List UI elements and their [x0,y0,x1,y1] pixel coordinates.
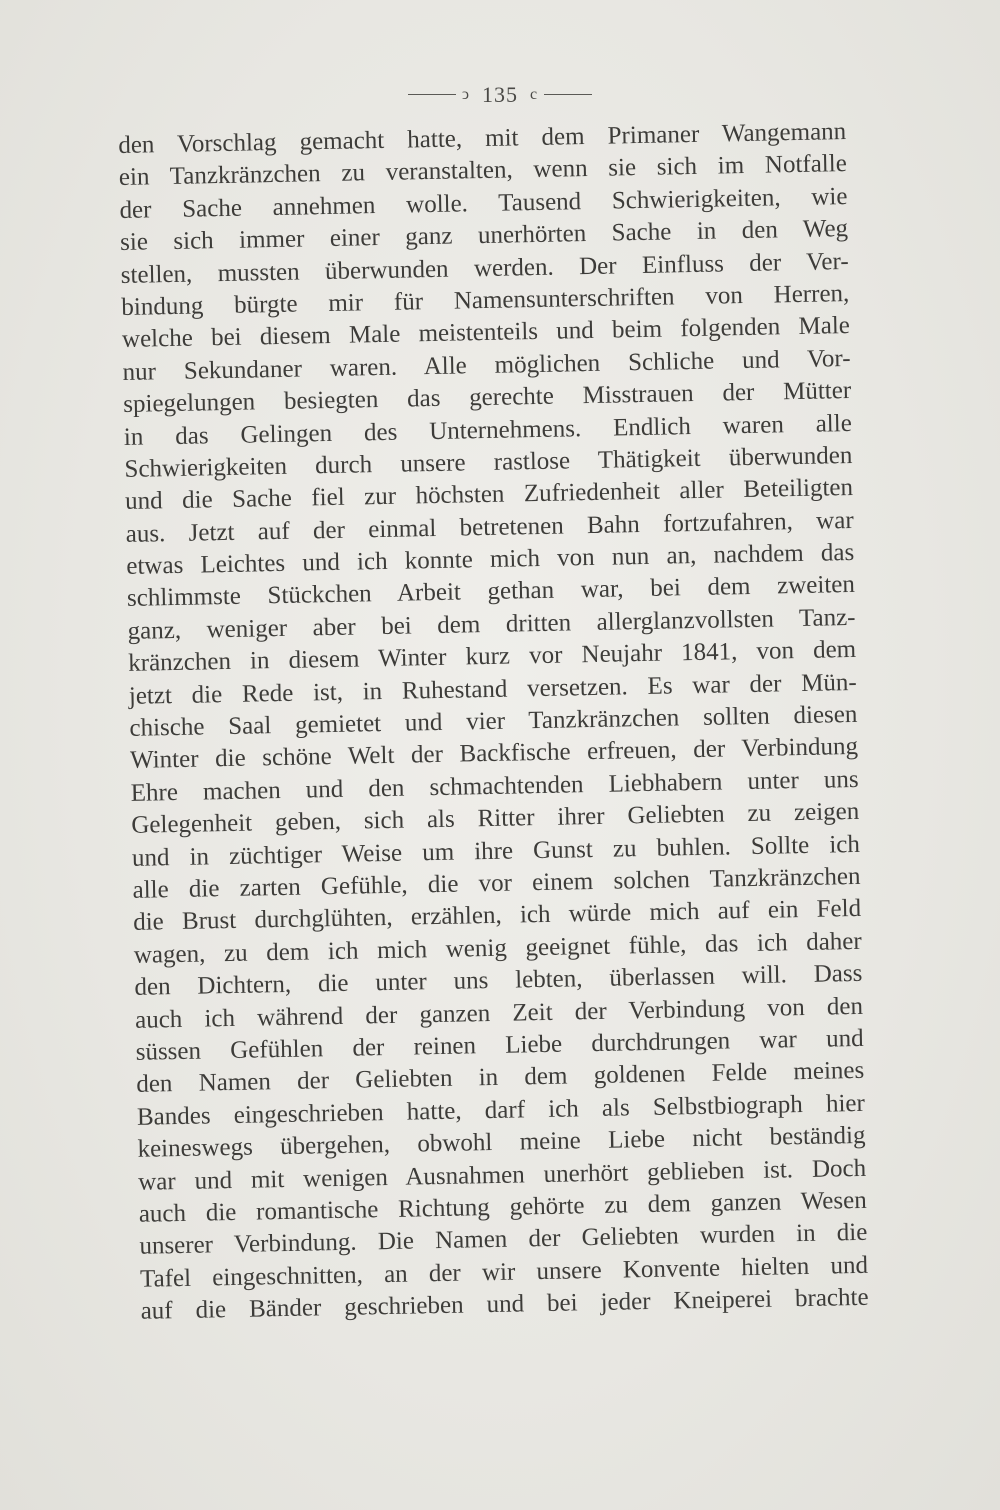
text-line: die Brust durchglühten, erzählen, ich würde mich auf ein Feld [132,895,862,937]
text-line: jetzt die Rede ist, in Ruhestand versetzen. Es war der Mün- [128,668,857,710]
text-line: unserer Verbindung. Die Namen der Geliebten wurden in die [139,1219,868,1261]
page-number: 135 [482,81,518,107]
text-line: süssen Gefühlen der reinen Liebe durchdrungen war und [135,1024,864,1066]
text-line: den Dichtern, die unter uns lebten, überlassen will. Dass [134,960,863,1001]
text-line: und die Sache fiel zur höchsten Zufriedenheit aller Beteiligten [124,474,854,516]
text-line: stellen, mussten überwunden werden. Der Einfluss der Ver- [120,247,849,289]
text-line: keineswegs übergehen, obwohl meine Liebe nicht beständig [137,1121,866,1163]
text-line: auf die Bänder geschrieben und bei jeder Kneiperei brachte [140,1283,869,1325]
page-header [0,80,1000,108]
text-line: Winter die schöne Welt der Backfische erfreuen, der Verbindung [129,733,859,775]
text-line: welche bei diesem Male meistenteils und beim folgenden Male [121,312,851,354]
text-line: aus. Jetzt auf der einmal betretenen Bahn fortzufahren, war [125,506,854,548]
body-text [118,116,869,1328]
text-line: in das Gelingen des Unternehmens. Endlich waren alle [123,409,853,451]
text-line: ganz, weniger aber bei dem dritten allerglanzvollsten Tanz- [127,603,856,645]
text-line: war und mit wenigen Ausnahmen unerhört geblieben ist. Doch [137,1154,867,1196]
text-line: wagen, zu dem ich mich wenig geeignet fühle, das ich daher [133,927,862,969]
header-ornament-right: c [530,85,539,103]
text-line: den Namen der Geliebten in dem goldenen Felde meines [136,1057,865,1099]
text-line: und in züchtiger Weise um ihre Gunst zu buhlen. Sollte ich [131,830,861,872]
text-line: sie sich immer einer ganz unerhörten Sache in den Weg [119,215,849,257]
text-line: etwas Leichtes und ich konnte mich von nun an, nachdem das [126,539,855,580]
text-line: Bandes eingeschrieben hatte, darf ich als Selbstbiograph hier [136,1089,866,1131]
text-line: alle die zarten Gefühle, die vor einem solchen Tanzkränzchen [132,862,861,904]
text-line: ein Tanzkränzchen zu veranstalten, wenn sie sich im Notfalle [118,150,848,192]
text-line: nur Sekundaner waren. Alle möglichen Schliche und Vor- [122,344,851,386]
header-rule-left [408,94,456,95]
text-line: kränzchen in diesem Winter kurz vor Neujahr 1841, von dem [127,636,857,678]
text-line: spiegelungen besiegten das gerechte Misstrauen der Mütter [123,377,852,419]
text-line: chische Saal gemietet und vier Tanzkränzchen sollten diesen [129,700,858,742]
text-line: bindung bürgte mir für Namensunterschriften von Herren, [121,279,850,321]
text-line: Schwierigkeiten durch unsere rastlose Thätigkeit überwunden [124,441,853,483]
header-rule-right [544,94,592,95]
text-line: Ehre machen und den schmachtenden Liebhabern unter uns [130,765,859,807]
text-line: auch die romantische Richtung gehörte zu dem ganzen Wesen [138,1186,867,1228]
text-line: den Vorschlag gemacht hatte, mit dem Primaner Wangemann [118,118,847,159]
text-line: Gelegenheit geben, sich als Ritter ihrer Geliebten zu zeigen [131,798,860,840]
text-line: Tafel eingeschnitten, an der wir unsere Konvente hielten und [139,1251,869,1293]
text-line: schlimmste Stückchen Arbeit gethan war, bei dem zweiten [126,571,856,613]
text-line: auch ich während der ganzen Zeit der Verbindung von den [134,992,864,1034]
text-line: der Sache annehmen wolle. Tausend Schwierigkeiten, wie [119,182,848,224]
header-ornament-left: ↄ [461,85,470,103]
